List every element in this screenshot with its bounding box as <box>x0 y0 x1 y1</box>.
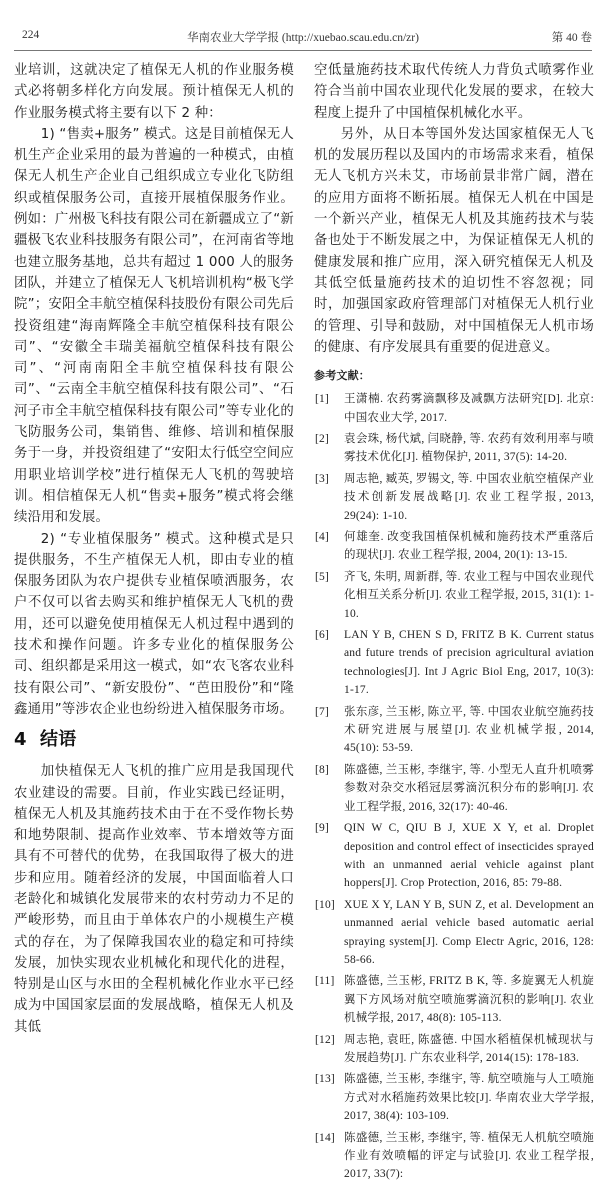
reference-number: [9] <box>315 822 330 835</box>
reference-text: 张东彦, 兰玉彬, 陈立平, 等. 中国农业航空施药技术研究进展与展望[J]. 农业机械学报, 2014, 45(10): 53-59. <box>344 705 594 755</box>
paragraph: 业培训，这就决定了植保无人机的作业服务模式必将朝多样化方向发展。预计植保无人机的作业服务模式将主要有以下 2 种： <box>14 63 294 121</box>
reference-item <box>314 896 594 970</box>
reference-text: 陈盛德, 兰玉彬, 李继宇, 等. 小型无人直升机喷雾参数对杂交水稻冠层雾滴沉积分布的影响[J]. 农业工程学报, 2016, 32(17): 40-46. <box>344 763 594 813</box>
reference-text: 齐飞, 朱明, 周新群, 等. 农业工程与中国农业现代化相互关系分析[J]. 农业工程学报, 2015, 31(1): 1-10. <box>344 570 594 620</box>
reference-item <box>314 1031 594 1068</box>
reference-text: 何雄奎. 改变我国植保机械和施药技术严重落后的现状[J]. 农业工程学报, 2004, 20(1): 13-15. <box>344 531 594 562</box>
section-number: 4 <box>14 729 27 751</box>
right-column <box>314 60 594 1187</box>
paragraph: 空低量施药技术取代传统人力背负式喷雾作业符合当前中国农业现代化发展的要求，在较大程度上提升了中国植保机械化水平。 <box>314 63 594 121</box>
reference-item <box>314 470 594 525</box>
reference-item <box>314 819 594 893</box>
reference-item <box>314 430 594 467</box>
reference-number: [10] <box>315 898 335 911</box>
reference-text: 陈盛德, 兰玉彬, FRITZ B K, 等. 多旋翼无人机旋翼下方风场对航空喷施雾滴沉积的影响[J]. 农业机械学报, 2017, 48(8): 105-113. <box>344 975 594 1025</box>
reference-text: 王潇楠. 农药雾滴飘移及减飘方法研究[D]. 北京: 中国农业大学, 2017. <box>344 393 594 424</box>
reference-item <box>314 1070 594 1125</box>
reference-item <box>314 390 594 427</box>
page-number: 224 <box>22 29 40 41</box>
reference-text: LAN Y B, CHEN S D, FRITZ B K. Current status and future trends of precision agricultural aviation technologies[J]. Int J Agric Biol Eng, 2017, 10(3): 1-17. <box>344 629 594 697</box>
reference-item <box>314 972 594 1027</box>
reference-text: 周志艳, 臧英, 罗锡文, 等. 中国农业航空植保产业技术创新发展战略[J]. 农业工程学报, 2013, 29(24): 1-10. <box>344 472 594 522</box>
references-heading: 参考文献： <box>314 369 370 383</box>
journal-title: 华南农业大学学报 (http://xuebao.scau.edu.cn/zr) <box>187 32 419 44</box>
left-column <box>14 60 294 1038</box>
reference-number: [8] <box>315 763 330 776</box>
reference-list <box>314 390 594 1184</box>
reference-item <box>314 626 594 700</box>
reference-number: [14] <box>315 1131 335 1144</box>
reference-number: [7] <box>315 705 330 718</box>
reference-item <box>314 568 594 623</box>
section-heading <box>14 729 294 751</box>
reference-number: [3] <box>315 472 330 485</box>
paragraph: 1) “售卖+服务” 模式。这是目前植保无人机生产企业采用的最为普遍的一种模式，由植保无人机生产企业自己组织成立专业化飞防组织或植保服务公司，直接开展植保服务作业。例如：广州极飞科技有限公司在新疆成立了“新疆极飞农业科技服务有限公司”，在河南省等地也建立服务基地，总共有超过 1 000 人的服务团队，并建立了植保无人飞机培训机构“极飞学院”；安阳全丰航空植保科技股份有限公司先后投资组建“海南辉隆全丰航空植保科技有限公司”、“安徽全丰瑞美福航空植保科技有限公司”、“河南南阳全丰航空植保科技有限公司”、“云南全丰航空植保科技有限公司”、“石河子市全丰航空植保科技有限公司”等专业化的飞防服务公司，集销售、维修、培训和植保服务于一身，并投资组建了“安阳太行低空空间应用职业培训学校”进行植保无人飞机的驾驶培训。相信植保无人机“售卖+服务”模式将会继续沿用和发展。 <box>14 126 294 526</box>
reference-text: 陈盛德, 兰玉彬, 李继宇, 等. 植保无人机航空喷施作业有效喷幅的评定与试验[J]. 农业工程学报, 2017, 33(7): <box>344 1131 594 1181</box>
reference-item <box>314 528 594 565</box>
reference-number: [11] <box>315 975 335 988</box>
paragraph: 2) “专业植保服务” 模式。这种模式是只提供服务，不生产植保无人机，即由专业的植保服务团队为农户提供专业植保喷洒服务，农户不仅可以省去购买和维护植保无人飞机的费用，还可以避免使用植保无人机过程中遇到的技术和操作问题。许多专业化的植保服务公司、组织都是采用这一模式，如“农飞客农业科技有限公司”、“新安股份”、“芭田股份”和“隆鑫通用”等涉农企业也纷纷进入植保服务市场。 <box>14 531 294 717</box>
section-title: 结语 <box>40 729 77 751</box>
reference-number: [6] <box>315 629 330 642</box>
volume-label: 第 40 卷 <box>551 32 592 44</box>
reference-number: [2] <box>315 432 330 445</box>
reference-number: [13] <box>315 1073 335 1086</box>
reference-item <box>314 1129 594 1184</box>
reference-item <box>314 703 594 758</box>
reference-number: [5] <box>315 570 330 583</box>
reference-text: XUE X Y, LAN Y B, SUN Z, et al. Development an unmanned aerial vehicle based automatic aerial spraying system[J]. Comp Electr Agric, 2016, 128: 58-66. <box>344 898 594 966</box>
reference-item <box>314 761 594 816</box>
reference-number: [4] <box>315 531 330 543</box>
paragraph: 加快植保无人飞机的推广应用是我国现代农业建设的需要。目前，作业实践已经证明，植保无人机及其施药技术由于在不受作物长势和地势限制、提高作业效率、节本增效等方面具有不可替代的优势，在我国取得了极大的进步和应用。随着经济的发展，中国面临着人口老龄化和城镇化发展带来的农村劳动力不足的严峻形势，而且由于单体农户的小规模生产模式的存在，为了保障我国农业的稳定和可持续发展，加快实现农业机械化和现代化的进程，特别是山区与水田的全程机械化作业水平已经成为中国国家层面的发展战略，植保无人机及其低 <box>14 764 294 1035</box>
header-rule <box>14 50 592 51</box>
reference-text: QIN W C, QIU B J, XUE X Y, et al. Droplet deposition and control effect of insecticides sprayed with an unmanned aerial vehicle against plant hoppers[J]. Crop Protection, 2016, 85: 79-88. <box>344 822 594 890</box>
reference-text: 陈盛德, 兰玉彬, 李继宇, 等. 航空喷施与人工喷施方式对水稻施药效果比较[J]. 华南农业大学学报, 2017, 38(4): 103-109. <box>344 1073 594 1123</box>
reference-text: 袁会珠, 杨代斌, 闫晓静, 等. 农药有效利用率与喷雾技术优化[J]. 植物保护, 2011, 37(5): 14-20. <box>344 432 594 464</box>
paragraph: 另外，从日本等国外发达国家植保无人飞机的发展历程以及国内的市场需求来看，植保无人飞机方兴未艾，市场前景非常广阔，潜在的应用方面将不断拓展。植保无人机在中国是一个新兴产业，植保无人机及其施药技术与装备也处于不断发展之中，为保证植保无人机的健康发展和推广应用，深入研究植保无人机及其低空低量施药技术的迫切性不容忽视；同时，加强国家政府管理部门对植保无人机行业的管理、引导和鼓励，对中国植保无人机市场的健康、有序发展具有重要的促进意义。 <box>314 126 594 355</box>
running-header <box>14 29 592 45</box>
reference-number: [12] <box>315 1033 335 1046</box>
reference-number: [1] <box>315 393 330 406</box>
reference-text: 周志艳, 袁旺, 陈盛德. 中国水稻植保机械现状与发展趋势[J]. 广东农业科学, 2014(15): 178-183. <box>344 1033 594 1064</box>
